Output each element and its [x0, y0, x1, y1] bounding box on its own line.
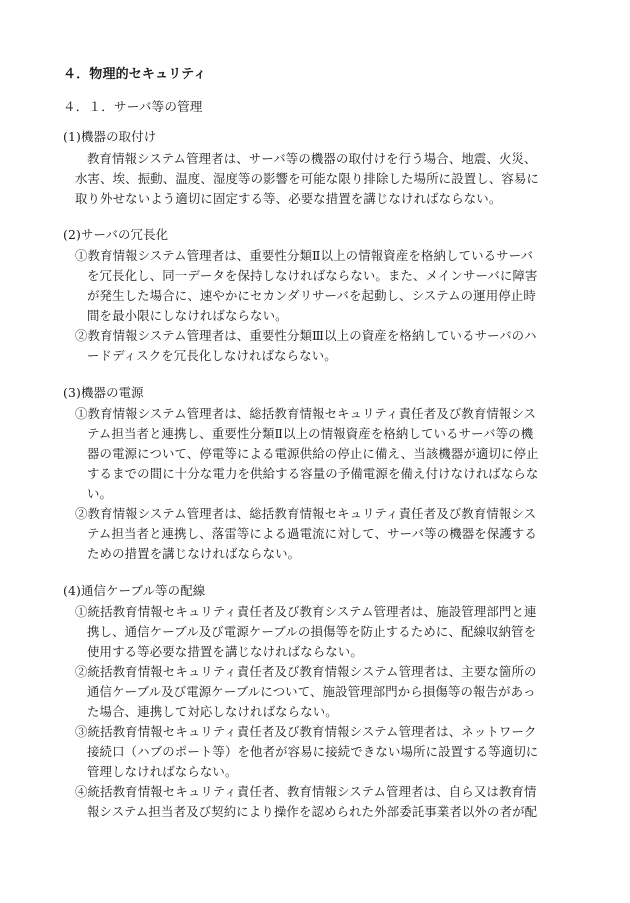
section-3-item-1-line: い。: [87, 486, 113, 501]
section-4-item-3-line: 接続口（ハブのポート等）を他者が容易に接続できない場所に設置する等適切に: [87, 744, 539, 759]
section-3-item-2-line: ②教育情報システム管理者は、総括教育情報セキュリティ責任者及び教育情報シス: [75, 506, 537, 521]
section-4-item-3-line: ③統括教育情報セキュリティ責任者及び教育情報システム管理者は、ネットワーク: [75, 724, 537, 739]
section-3-item-1-line: ①教育情報システム管理者は、総括教育情報セキュリティ責任者及び教育情報シス: [75, 406, 537, 421]
heading-4: ４．物理的セキュリティ: [63, 67, 207, 82]
section-4-item-1-line: 使用する等必要な措置を講じなければならない。: [87, 644, 363, 659]
heading-4-1: ４．１．サーバ等の管理: [63, 99, 203, 114]
section-3-title: (3)機器の電源: [63, 385, 144, 400]
section-3-item-2-line: ための措置を講じなければならない。: [87, 546, 301, 561]
section-2-item-1-line: 間を最小限にしなければならない。: [87, 308, 288, 323]
section-4-item-4-line: ④統括教育情報セキュリティ責任者、教育情報システム管理者は、自ら又は教育情: [75, 784, 537, 799]
section-1-line: 水害、埃、振動、温度、湿度等の影響を可能な限り排除した場所に設置し、容易に: [75, 171, 540, 186]
section-4-item-4-line: 報システム担当者及び契約により操作を認められた外部委託事業者以外の者が配: [87, 804, 538, 819]
section-4-item-1-line: 携し、通信ケーブル及び電源ケーブルの損傷等を防止するために、配線収納管を: [87, 624, 537, 639]
section-1-line: 教育情報システム管理者は、サーバ等の機器の取付けを行う場合、地震、火災、: [87, 151, 537, 166]
section-3-item-1-line: 器の電源について、停電等による電源供給の停止に備え、当該機器が適切に停止: [87, 446, 539, 461]
section-2-item-2-line: ードディスクを冗長化しなければならない。: [87, 348, 337, 363]
section-3-item-1-line: するまでの間に十分な電力を供給する容量の予備電源を備え付けなければならな: [87, 466, 539, 481]
section-3-item-2-line: テム担当者と連携し、落雷等による過電流に対して、サーバ等の機器を保護する: [87, 526, 537, 541]
section-4-item-3-line: 管理しなければならない。: [87, 764, 238, 779]
section-1-line: 取り外せないよう適切に固定する等、必要な措置を講じなければならない。: [75, 191, 502, 206]
section-3-item-1-line: テム担当者と連携し、重要性分類Ⅱ以上の情報資産を格納しているサーバ等の機: [87, 426, 534, 441]
section-2-item-1-line: が発生した場合に、速やかにセカンダリサーバを起動し、システムの運用停止時: [87, 288, 536, 303]
section-2-title: (2)サーバの冗長化: [63, 227, 169, 242]
section-2-item-1-line: ①教育情報システム管理者は、重要性分類Ⅱ以上の情報資産を格納しているサーバ: [75, 248, 534, 263]
section-4-item-2-line: ②統括教育情報セキュリティ責任者及び教育情報システム管理者は、主要な箇所の: [75, 664, 537, 679]
section-4-item-2-line: 通信ケーブル及び電源ケーブルについて、施設管理部門から損傷等の報告があっ: [87, 684, 536, 699]
section-4-item-2-line: た場合、連携して対応しなければならない。: [87, 704, 338, 719]
section-2-item-1-line: を冗長化し、同一データを保持しなければならない。また、メインサーバに障害: [87, 268, 538, 283]
section-4-title: (4)通信ケーブル等の配線: [63, 583, 206, 598]
section-4-item-1-line: ①統括教育情報セキュリティ責任者及び教育システム管理者は、施設管理部門と連: [75, 604, 537, 619]
section-2-item-2-line: ②教育情報システム管理者は、重要性分類Ⅲ以上の資産を格納しているサーバのハ: [75, 328, 537, 343]
section-1-title: (1)機器の取付け: [63, 129, 157, 144]
